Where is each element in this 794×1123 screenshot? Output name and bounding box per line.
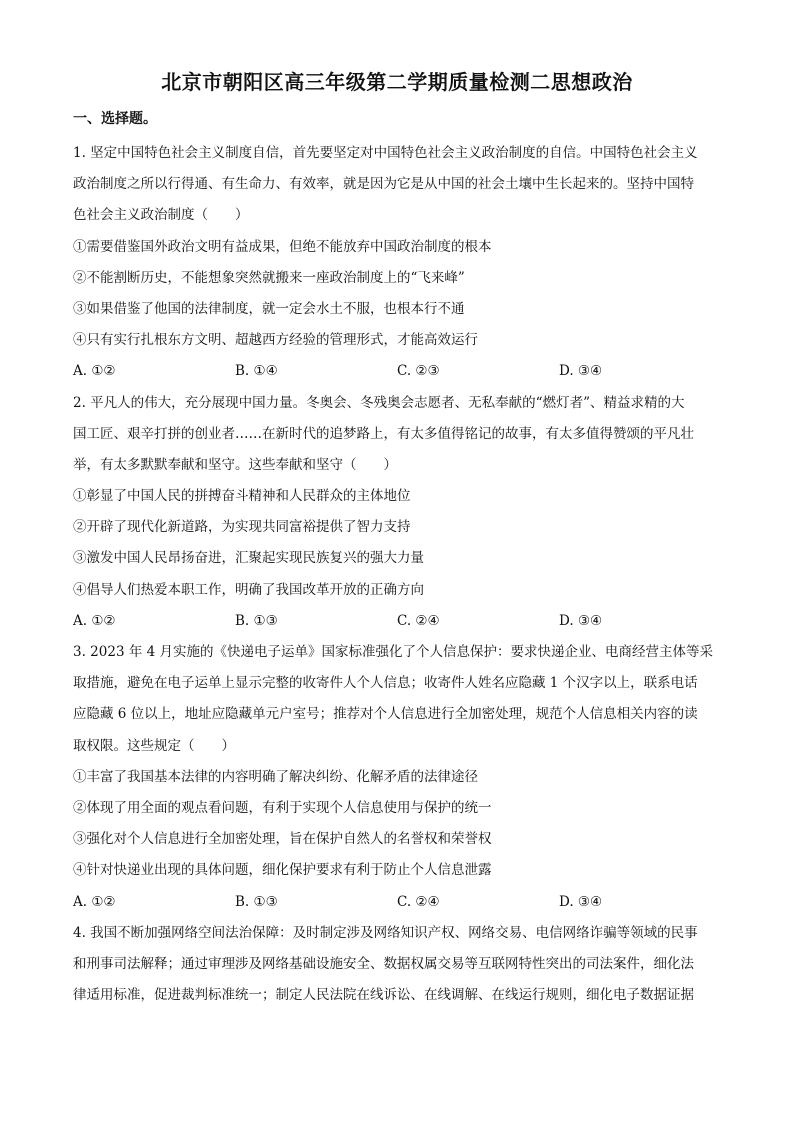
question-stem-line: 取权限。这些规定（ ） (73, 737, 235, 754)
question-4 (73, 918, 723, 1012)
option-b: B. ①③ (235, 893, 278, 910)
option-b: B. ①③ (235, 612, 278, 629)
option-d: D. ③④ (559, 612, 603, 629)
option-d: D. ③④ (559, 363, 603, 380)
statement: ①彰显了中国人民的拼搏奋斗精神和人民群众的主体地位 (73, 488, 411, 505)
document-body (73, 138, 723, 1011)
question-stem-line: 举，有太多默默奉献和坚守。这些奉献和坚守（ ） (73, 456, 397, 473)
answer-options (73, 356, 723, 387)
question-stem-line: 4. 我国不断加强网络空间法治保障：及时制定涉及网络知识产权、网络交易、电信网络诈骗等领域的民事 (73, 924, 698, 941)
section-heading: 一、选择题。 (73, 111, 157, 127)
option-a: A. ①② (73, 893, 116, 910)
question-1 (73, 138, 723, 388)
option-b: B. ①④ (235, 363, 278, 380)
statement: ①丰富了我国基本法律的内容明确了解决纠纷、化解矛盾的法律途径 (73, 768, 478, 785)
option-c: C. ②④ (397, 612, 440, 629)
question-2 (73, 388, 723, 638)
statement: ③如果借鉴了他国的法律制度，就一定会水土不服，也根本行不通 (73, 300, 465, 317)
option-a: A. ①② (73, 612, 116, 629)
statement: ④倡导人们热爱本职工作，明确了我国改革开放的正确方向 (73, 581, 424, 598)
question-3 (73, 637, 723, 918)
question-stem-line: 国工匠、艰辛打拼的创业者……在新时代的追梦路上，有太多值得铭记的故事，有太多值得赞颂的平凡壮 (73, 425, 694, 442)
answer-options (73, 887, 723, 918)
statement: ④只有实行扎根东方文明、超越西方经验的管理形式，才能高效运行 (73, 332, 478, 349)
option-d: D. ③④ (559, 893, 603, 910)
statement: ②开辟了现代化新道路，为实现共同富裕提供了智力支持 (73, 519, 411, 536)
statement: ③激发中国人民昂扬奋进，汇聚起实现民族复兴的强大力量 (73, 550, 424, 567)
answer-options (73, 606, 723, 637)
question-stem-line: 取措施，避免在电子运单上显示完整的收寄件人个人信息；收寄件人姓名应隐藏 1 个汉字以上，联系电话 (73, 675, 698, 692)
question-stem-line: 政治制度之所以行得通、有生命力、有效率，就是因为它是从中国的社会土壤中生长起来的。坚持中国特 (73, 176, 694, 193)
statement: ③强化对个人信息进行全加密处理，旨在保护自然人的名誉权和荣誉权 (73, 831, 492, 848)
question-stem-line: 应隐藏 6 位以上，地址应隐藏单元户室号；推荐对个人信息进行全加密处理，规范个人信息相关内容的读 (73, 706, 698, 723)
statement: ④针对快递业出现的具体问题，细化保护要求有利于防止个人信息泄露 (73, 862, 492, 879)
question-stem-line: 色社会主义政治制度（ ） (73, 207, 249, 224)
option-c: C. ②④ (397, 893, 440, 910)
option-a: A. ①② (73, 363, 116, 380)
statement: ①需要借鉴国外政治文明有益成果，但绝不能放弃中国政治制度的根本 (73, 238, 492, 255)
question-stem-line: 3. 2023 年 4 月实施的《快递电子运单》国家标准强化了个人信息保护：要求快递企业、电商经营主体等采 (73, 644, 713, 660)
statement: ②不能割断历史，不能想象突然就搬来一座政治制度上的“飞来峰” (73, 269, 465, 286)
option-c: C. ②③ (397, 363, 440, 380)
question-stem-line: 1. 坚定中国特色社会主义制度自信，首先要坚定对中国特色社会主义政治制度的自信。中国特色社会主义 (73, 145, 698, 161)
statement: ②体现了用全面的观点看问题，有利于实现个人信息使用与保护的统一 (73, 799, 492, 816)
question-stem-line: 律适用标准，促进裁判标准统一；制定人民法院在线诉讼、在线调解、在线运行规则，细化电子数据证据 (73, 987, 694, 1004)
question-stem-line: 和刑事司法解释；通过审理涉及网络基础设施安全、数据权属交易等互联网特性突出的司法案件，细化法 (73, 955, 694, 972)
question-stem-line: 2. 平凡人的伟大，充分展现中国力量。冬奥会、冬残奥会志愿者、无私奉献的“燃灯者”、精益求精的大 (73, 394, 685, 411)
page-title: 北京市朝阳区高三年级第二学期质量检测二思想政治 (161, 70, 633, 94)
